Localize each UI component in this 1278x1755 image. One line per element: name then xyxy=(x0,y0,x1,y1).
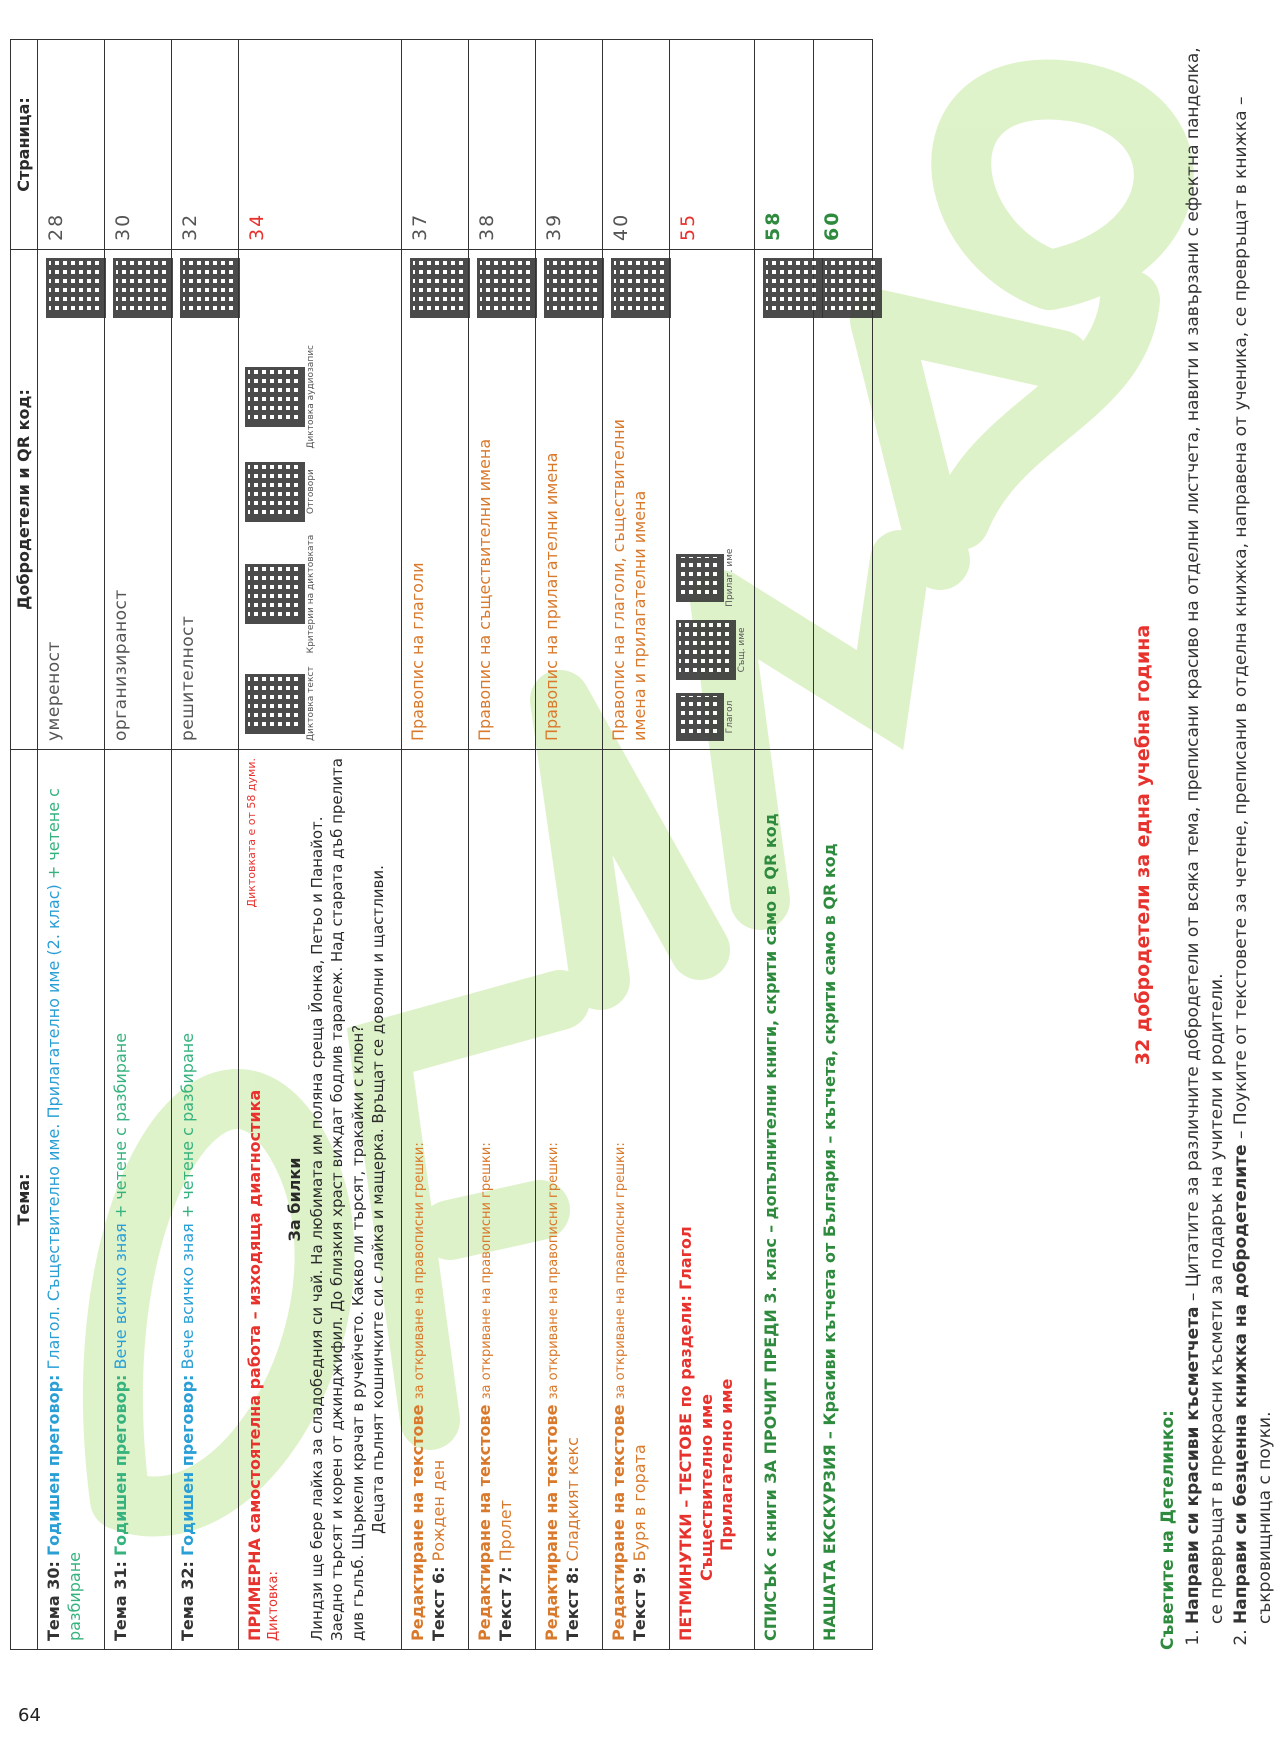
qr-code-icon[interactable] xyxy=(676,620,736,680)
qr-code-icon[interactable] xyxy=(611,258,671,318)
table-row xyxy=(402,40,469,1650)
qr-group xyxy=(676,549,736,607)
topic-cell xyxy=(536,750,603,1650)
table-row xyxy=(38,40,105,1650)
qr-caption: Същ. име xyxy=(737,627,748,673)
page-cell xyxy=(603,40,670,250)
tests-title: ПЕТМИНУТКИ – ТЕСТОВЕ по раздели: xyxy=(676,1295,696,1641)
virtue-cell xyxy=(105,250,172,750)
diagnostic-cell xyxy=(239,750,402,1650)
page-value: 39 xyxy=(543,212,566,241)
tests-row xyxy=(670,40,755,1650)
qr-code-icon[interactable] xyxy=(245,367,305,427)
edit-subtitle: за откриване на правописни грешки: xyxy=(546,1142,562,1400)
tests-qr-cell xyxy=(670,250,755,750)
virtue-cell xyxy=(603,250,670,750)
header-page: Страница: xyxy=(11,40,38,250)
header-topic: Тема: xyxy=(11,750,38,1650)
trip-row xyxy=(814,40,873,1650)
qr-group xyxy=(245,666,317,741)
booklist-cell xyxy=(755,750,814,1650)
qr-group xyxy=(245,462,317,522)
topic-review: Годишен преговор: xyxy=(44,1374,64,1557)
page-cell xyxy=(755,40,814,250)
page-cell xyxy=(814,40,873,250)
qr-caption: Прилаг. име xyxy=(725,548,736,607)
topic-subject: Вече всичко зная xyxy=(111,1223,131,1370)
topic-cell xyxy=(402,750,469,1650)
booklist-title: СПИСЪК с книги ЗА ПРОЧИТ ПРЕДИ 3. клас xyxy=(761,1237,781,1641)
topic-cell xyxy=(603,750,670,1650)
qr-code-icon[interactable] xyxy=(822,258,882,318)
advice-item-text: – Поуките от текстовете за четене, преписани в отделна книжка, направена от ученика, се превръщат в книжка – съкровищница с поуки. xyxy=(1230,96,1275,1624)
virtue-text: Правопис на глаголи, съществителни имена и прилагателни имена xyxy=(609,419,649,741)
dictation-note: Диктовката е от 58 думи. xyxy=(245,758,259,908)
advice-section xyxy=(1130,40,1278,1650)
page-value: 30 xyxy=(112,212,135,241)
page-value: 37 xyxy=(409,212,432,241)
topic-review: Годишен преговор: xyxy=(178,1374,198,1557)
topic-subject: Вече всичко зная xyxy=(178,1223,198,1370)
page-cell xyxy=(469,40,536,250)
qr-code-icon[interactable] xyxy=(676,554,724,602)
topic-subject: Глагол. Съществително име. Прилагателно име (2. клас) xyxy=(44,884,64,1370)
edit-subtitle: за откриване на правописни грешки: xyxy=(412,1142,428,1400)
edit-subtitle: за откриване на правописни грешки: xyxy=(479,1142,495,1400)
text-label: Текст 7: xyxy=(496,1566,516,1641)
topic-cell xyxy=(105,750,172,1650)
qr-caption: Критерии на диктовката xyxy=(306,534,317,654)
text-title: Пролет xyxy=(496,1500,516,1562)
qr-code-icon[interactable] xyxy=(113,258,173,318)
text-label: Текст 6: xyxy=(429,1566,449,1641)
booklist-row xyxy=(755,40,814,1650)
topic-reading: + четене с разбиране xyxy=(178,1032,198,1219)
topic-review: Годишен преговор: xyxy=(111,1374,131,1557)
page-value: 60 xyxy=(821,210,844,241)
trip-subtitle: – Красиви кътчета от България – кътчета, скрити само в QR код xyxy=(820,843,840,1440)
page-value: 40 xyxy=(610,212,633,241)
qr-code-icon[interactable] xyxy=(544,258,604,318)
virtue-text: Правопис на съществителни имена xyxy=(475,438,495,741)
qr-group xyxy=(245,535,317,654)
dictation-text: Линдзи ще бере лайка за сладобедния си чай. На любимата им поляна среща Йонка, Петьо и Панайот. Заедно търсят и корен от джинджифил. До близкия храст виждат бодлив таралеж. Над старата дъб прелита див гълъб. Щъркели крачат в ручейчето. Какво ли търсят, тракайки с клюн? xyxy=(308,758,367,1641)
virtue-text: решителност xyxy=(178,615,199,741)
advice-item-title: Направи си красиви късметчета xyxy=(1183,1306,1204,1624)
topic-reading: + четене с разбиране xyxy=(111,1032,131,1219)
text-title: Буря в гората xyxy=(630,1444,650,1562)
virtue-text: Правопис на глаголи xyxy=(408,562,428,741)
qr-code-icon[interactable] xyxy=(245,462,305,522)
topic-cell xyxy=(172,750,239,1650)
diagnostic-title-b: самостоятелна работа – изходяща диагностика xyxy=(245,1089,265,1534)
page-value: 28 xyxy=(45,212,68,241)
tests-noun: Съществително име xyxy=(696,1394,716,1581)
qr-code-icon[interactable] xyxy=(46,258,106,318)
topic-label: Тема 30: xyxy=(44,1561,64,1641)
edit-title: Редактиране на текстове xyxy=(408,1404,428,1641)
table-header-row xyxy=(11,40,38,1650)
diagnostic-title-a: ПРИМЕРНА xyxy=(245,1538,265,1641)
page-cell xyxy=(670,40,755,250)
advice-item xyxy=(1182,40,1230,1624)
qr-group xyxy=(245,345,317,449)
edit-subtitle: за откриване на правописни грешки: xyxy=(613,1142,629,1400)
virtue-cell xyxy=(38,250,105,750)
topic-label: Тема 32: xyxy=(178,1561,198,1641)
virtues-count-title: 32 добродетели за една учебна година xyxy=(1132,624,1154,1066)
edit-title: Редактиране на текстове xyxy=(542,1404,562,1641)
advice-list xyxy=(1182,40,1277,1650)
qr-group xyxy=(676,693,736,741)
edit-title: Редактиране на текстове xyxy=(609,1404,629,1641)
virtue-text: организираност xyxy=(111,589,132,741)
table-row xyxy=(603,40,670,1650)
virtue-cell xyxy=(755,250,814,750)
advice-item-title: Направи си безценна книжка на добродетелите xyxy=(1230,1144,1251,1624)
virtue-cell xyxy=(814,250,873,750)
text-label: Текст 8: xyxy=(563,1566,583,1641)
diagnostic-row xyxy=(239,40,402,1650)
edit-title: Редактиране на текстове xyxy=(475,1404,495,1641)
table-row xyxy=(469,40,536,1650)
table-row xyxy=(172,40,239,1650)
page-cell xyxy=(172,40,239,250)
page-cell xyxy=(38,40,105,250)
qr-code-icon[interactable] xyxy=(676,693,724,741)
dictation-title: За билки xyxy=(284,1157,304,1242)
qr-caption: Диктовка текст xyxy=(306,666,317,741)
text-label: Текст 9: xyxy=(630,1566,650,1641)
table-row xyxy=(536,40,603,1650)
advice-item-text: – Цитатите за различните добродетели от всяка тема, преписани красиво на отделни листчета, навити и завързани с ефектна панделка, се превръщат в прекрасни късмети за подарък на учители и родители. xyxy=(1183,47,1228,1624)
contents-table xyxy=(10,39,873,1650)
page-value: 38 xyxy=(476,212,499,241)
dictation-label: Диктовка: xyxy=(265,1571,281,1641)
virtue-cell xyxy=(536,250,603,750)
page-number: 64 xyxy=(18,1705,41,1726)
qr-code-icon[interactable] xyxy=(477,258,537,318)
rotated-sheet xyxy=(10,40,1275,1650)
page-cell xyxy=(105,40,172,250)
tests-verb: Глагол xyxy=(676,1226,696,1291)
virtue-text: умереност xyxy=(44,641,65,741)
qr-caption: Отговори xyxy=(306,469,317,515)
page-cell xyxy=(239,40,402,250)
virtue-text: Правопис на прилагателни имена xyxy=(542,452,562,741)
booklist-subtitle: – допълнителни книги, скрити само в QR код xyxy=(761,813,781,1233)
trip-title: НАШАТА ЕКСКУРЗИЯ xyxy=(820,1444,840,1641)
topic-cell xyxy=(469,750,536,1650)
virtue-cell xyxy=(469,250,536,750)
tests-cell xyxy=(670,750,755,1650)
qr-code-icon[interactable] xyxy=(180,258,240,318)
qr-code-icon[interactable] xyxy=(245,674,305,734)
virtue-cell xyxy=(402,250,469,750)
page-cell xyxy=(402,40,469,250)
text-title: Сладкият кекс xyxy=(563,1437,583,1562)
qr-code-icon[interactable] xyxy=(245,564,305,624)
page-value: 55 xyxy=(677,212,700,241)
advice-item xyxy=(1230,40,1278,1624)
topic-cell xyxy=(38,750,105,1650)
page-value: 34 xyxy=(246,212,269,241)
diagnostic-qr-cell xyxy=(239,250,402,750)
dictation-text-end: Децата пълнят кошничките си с лайка и мащерка. Връщат се доволни и щастливи. xyxy=(368,865,387,1534)
header-virtue: Добродетели и QR код: xyxy=(11,250,38,750)
page-cell xyxy=(536,40,603,250)
text-title: Рожден ден xyxy=(429,1459,449,1562)
page-value: 32 xyxy=(179,212,202,241)
qr-caption: Глагол xyxy=(725,700,736,734)
trip-cell xyxy=(814,750,873,1650)
page-value: 58 xyxy=(762,210,785,241)
topic-label: Тема 31: xyxy=(111,1561,131,1641)
qr-code-icon[interactable] xyxy=(410,258,470,318)
virtue-cell xyxy=(172,250,239,750)
qr-caption: Диктовка аудиозапис xyxy=(306,344,317,449)
tests-adjective: Прилагателно име xyxy=(717,1378,737,1551)
advice-heading: Съветите на Детелинко: xyxy=(1157,1410,1178,1650)
table-row xyxy=(105,40,172,1650)
qr-group xyxy=(676,620,748,680)
topic-reading: + четене с разбиране xyxy=(44,788,84,1641)
